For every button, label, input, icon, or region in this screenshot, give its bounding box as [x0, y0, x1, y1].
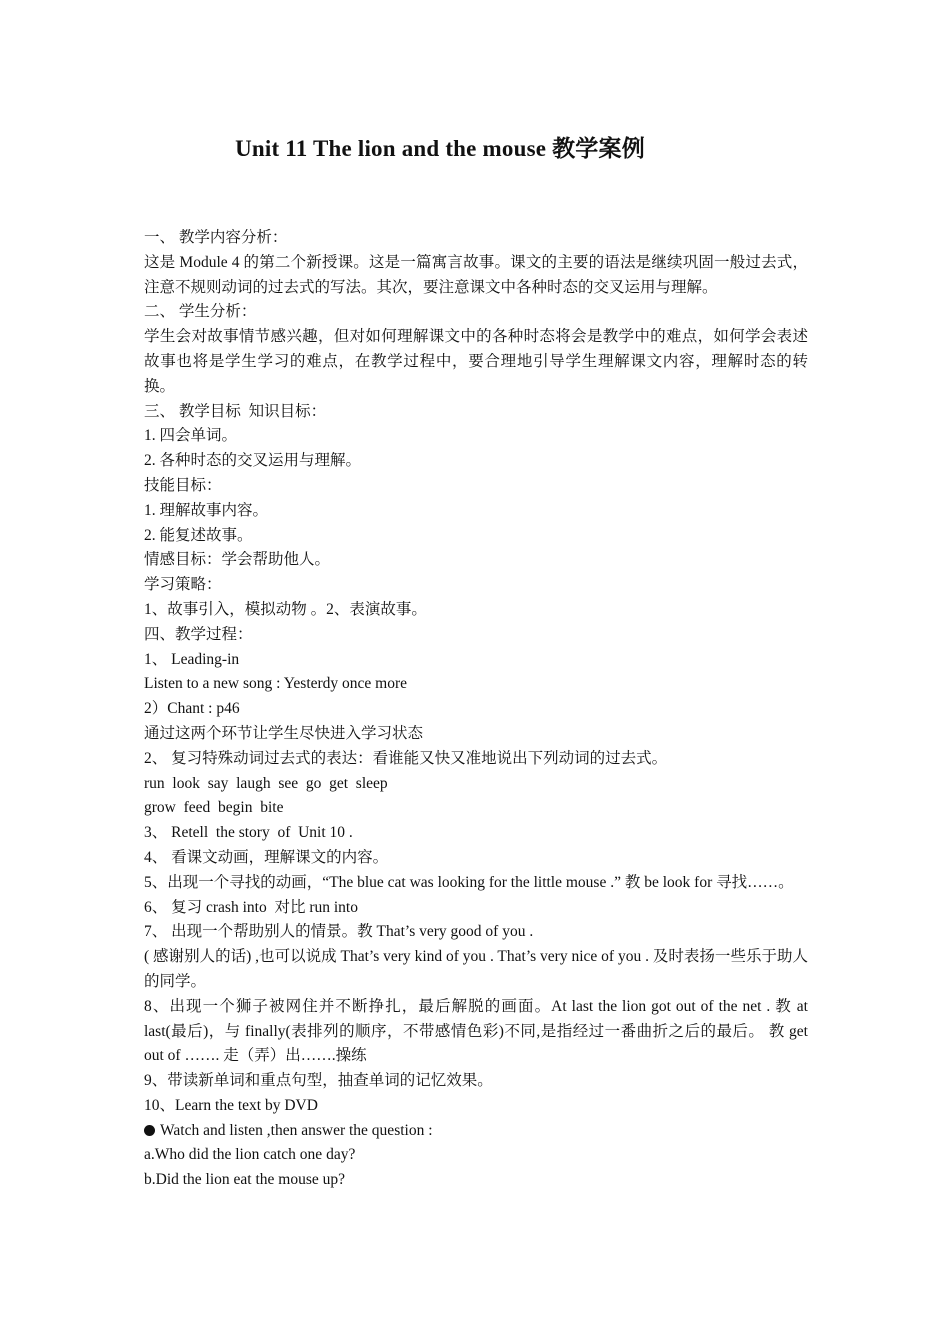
section-heading-student-analysis: 二、 学生分析：	[144, 303, 257, 321]
process-step: 4、 看课文动画，理解课文的内容。	[144, 848, 389, 866]
skill-goal-item: 2. 能复述故事。	[144, 526, 253, 544]
process-step: 9、带读新单词和重点句型，抽查单词的记忆效果。	[144, 1072, 493, 1090]
knowledge-goal-item: 1. 四会单词。	[144, 427, 238, 445]
section-heading-teaching-process: 四、教学过程：	[144, 625, 253, 643]
process-step: 2、 复习特殊动词过去式的表达：看谁能又快又准地说出下列动词的过去式。	[144, 749, 668, 767]
question-item: b.Did the lion eat the mouse up?	[144, 1171, 346, 1189]
process-step-detail: ( 感谢别人的话) ,也可以说成 That’s very kind of you . That’s very nice of you . 及时表扬一些乐于助人的同学。	[144, 948, 808, 990]
process-step: 1、 Leading-in	[144, 650, 240, 668]
paragraph-content-analysis: 这是 Module 4 的第二个新授课。这是一篇寓言故事。课文的主要的语法是继续巩固一般过去式，注意不规则动词的过去式的写法。其次，要注意课文中各种时态的交叉运用与理解。	[144, 253, 808, 296]
section-heading-teaching-goals: 三、 教学目标 知识目标：	[144, 402, 327, 420]
bullet-item	[144, 1119, 808, 1144]
strategy-body: 1、故事引入，模拟动物 。2、表演故事。	[144, 600, 427, 618]
process-step: 8、出现一个狮子被网住并不断挣扎，最后解脱的画面。At last the lion got out of the net . 教 at last(最后)，与 finally(表排列的顺序，不带感情色彩)不同,是指经过一番曲折之后的最后。 教 get out of ……. 走（弄）出…….操练	[144, 997, 812, 1065]
skill-goal-item: 1. 理解故事内容。	[144, 501, 269, 519]
page-title: Unit 11 The lion and the mouse 教学案例	[235, 136, 645, 161]
section-heading-content-analysis: 一、 教学内容分析：	[144, 229, 288, 246]
strategy-heading: 学习策略：	[144, 576, 222, 594]
process-step-detail: 通过这两个环节让学生尽快进入学习状态	[144, 724, 424, 742]
process-step-detail: Listen to a new song : Yesterdy once more	[144, 675, 408, 693]
knowledge-goal-item: 2. 各种时态的交叉运用与理解。	[144, 452, 362, 470]
process-step: 3、 Retell the story of Unit 10 .	[144, 824, 353, 842]
document-body	[144, 226, 812, 1193]
process-step: 7、 出现一个帮助别人的情景。教 That’s very good of you .	[144, 923, 534, 941]
process-step-detail: 2）Chant : p46	[144, 700, 240, 718]
verb-list: grow feed begin bite	[144, 799, 284, 817]
emotion-goal: 情感目标：学会帮助他人。	[144, 551, 331, 569]
paragraph-student-analysis: 学生会对故事情节感兴趣，但对如何理解课文中的各种时态将会是教学中的难点，如何学会表述故事也将是学生学习的难点，在教学过程中，要合理地引导学生理解课文内容，理解时态的转换。	[144, 328, 808, 395]
process-step: 5、出现一个寻找的动画，“The blue cat was looking for the little mouse .” 教 be look for 寻找……。	[144, 873, 794, 891]
bullet-item-text: Watch and listen ,then answer the question :	[160, 1121, 433, 1139]
question-item: a.Who did the lion catch one day?	[144, 1146, 356, 1164]
skill-goals-heading: 技能目标：	[144, 476, 222, 494]
bullet-dot-icon	[144, 1125, 155, 1136]
process-step: 10、Learn the text by DVD	[144, 1096, 318, 1114]
process-step: 6、 复习 crash into 对比 run into	[144, 898, 358, 916]
verb-list: run look say laugh see go get sleep	[144, 774, 388, 792]
